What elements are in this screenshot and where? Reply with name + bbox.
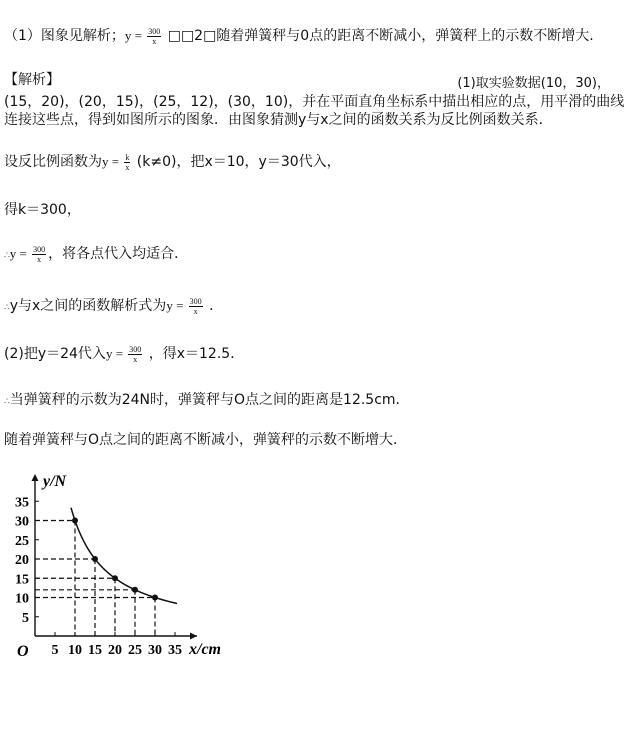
analysis-part2: (2)把y＝24代入y = $\frac{300}{x}$ ，得x＝12.5．: [4, 344, 245, 364]
answer-summary: [4, 26, 594, 46]
y-axis-arrow: [32, 474, 39, 481]
equation-lhs: y =: [124, 28, 146, 43]
x-tick-label: 10: [68, 643, 82, 658]
fraction-300-over-x: $\frac{300}{x}$: [33, 244, 46, 264]
x-tick-label: 25: [128, 643, 142, 658]
data-point: [92, 556, 98, 562]
y-tick-label: 25: [15, 533, 29, 549]
x-tick-label: 20: [108, 643, 122, 658]
y-tick-label: 15: [15, 572, 29, 588]
analysis-part2-result: ∴当弹簧秤的示数为24N时，弹簧秤与O点之间的距离是12.5cm．: [4, 392, 410, 408]
x-tick-label: 30: [148, 643, 162, 658]
analysis-trend: 随着弹簧秤与O点之间的距离不断减小，弹簧秤的示数不断增大．: [4, 432, 408, 448]
fraction-300-over-x: $\frac{300}{x}$: [129, 344, 142, 364]
analysis-assume-function: 设反比例函数为y = $\frac{k}{x}$ (k≠0)，把x＝10，y＝30代入，: [4, 152, 341, 172]
y-tick-label: 35: [15, 495, 29, 511]
therefore-symbol: ∴: [4, 251, 10, 261]
analysis-step1-points: (15，20)，(20，15)，(25，12)，(30，10)，并在平面直角坐标系中描出相应的点，用平滑的曲线: [4, 94, 625, 110]
analysis-label: 【解析】: [4, 72, 60, 88]
therefore-symbol: ∴: [4, 397, 10, 407]
analysis-k-value: 得k＝300，: [4, 202, 81, 218]
function-curve: [71, 508, 177, 604]
x-axis-arrow: [190, 633, 197, 640]
x-tick-label: 15: [88, 643, 102, 658]
y-tick-label: 20: [15, 553, 29, 568]
fraction-300-over-x: $\frac{300}{x}$: [148, 26, 161, 46]
x-tick-label: 35: [168, 643, 182, 658]
answer-text-b: □□2□随着弹簧秤与0点的距离不断减小，弹簧秤上的示数不断增大.: [163, 28, 594, 44]
y-tick-label: 5: [22, 610, 29, 626]
data-point: [72, 518, 78, 524]
analysis-verify: ∴y = $\frac{300}{x}$ ，将各点代入均适合．: [4, 244, 189, 264]
analysis-step1-start: (1)取实验数据(10，30)，: [457, 76, 610, 91]
fraction-k-over-x: $\frac{k}{x}$: [125, 152, 130, 172]
analysis-step1-conclusion: 连接这些点，得到如图所示的图象．由图象猜测y与x之间的函数关系为反比例函数关系．: [4, 112, 553, 128]
y-tick-label: 10: [15, 591, 29, 607]
inverse-proportion-chart: [0, 462, 260, 682]
x-tick-label: 5: [51, 643, 59, 658]
therefore-symbol: ∴: [4, 303, 10, 313]
answer-text-a: （1）图象见解析；: [4, 28, 125, 44]
analysis-expression: ∴y与x之间的函数解析式为y = $\frac{300}{x}$ ．: [4, 296, 224, 316]
fraction-300-over-x: $\frac{300}{x}$: [189, 296, 202, 316]
y-tick-label: 30: [15, 514, 29, 530]
y-axis-label: y/N: [43, 473, 67, 490]
x-axis-label: x/cm: [189, 641, 221, 658]
data-point: [152, 595, 158, 601]
data-point: [112, 575, 118, 581]
data-point: [132, 587, 138, 593]
origin-label: O: [17, 643, 29, 660]
